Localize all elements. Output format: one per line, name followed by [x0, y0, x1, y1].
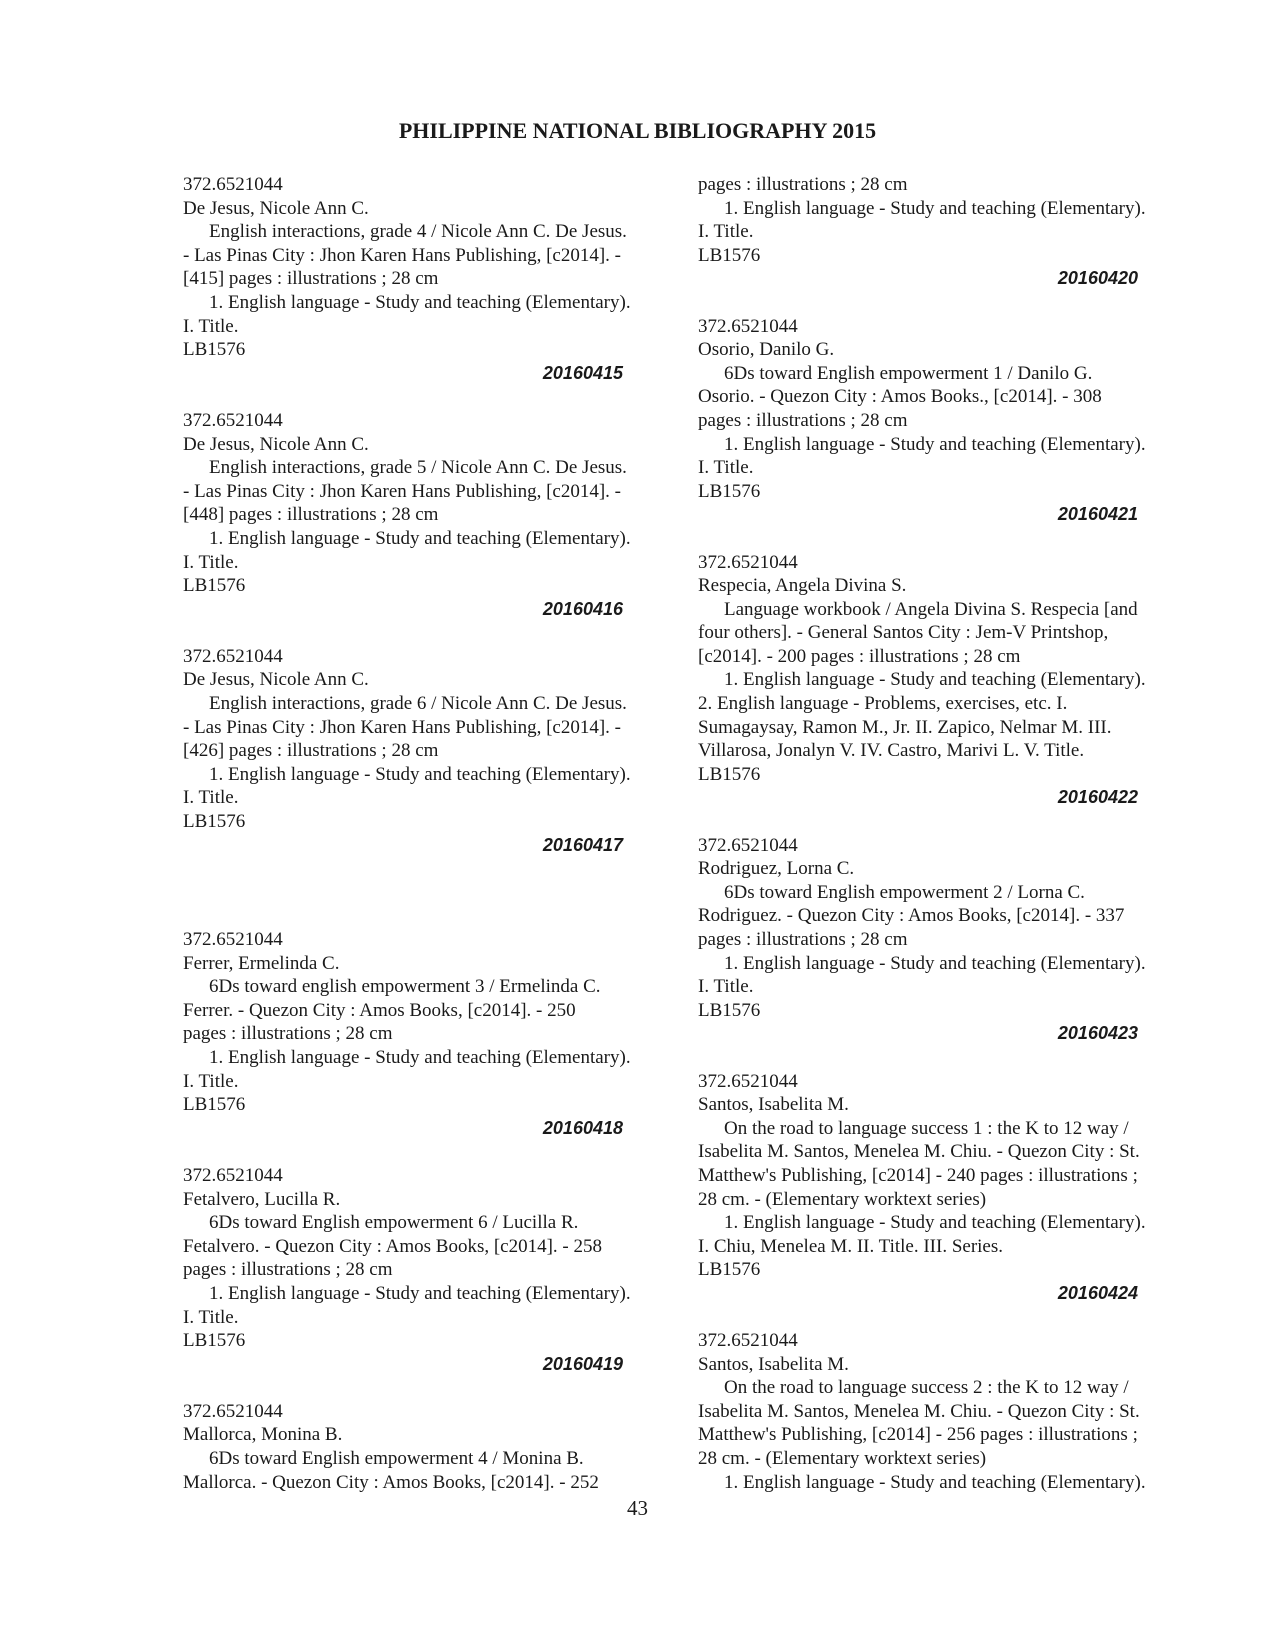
- description-line: 6Ds toward English empowerment 2 / Lorna C.: [724, 881, 1085, 903]
- author: Respecia, Angela Divina S.: [698, 575, 907, 597]
- author: Osorio, Danilo G.: [698, 339, 835, 361]
- lc-number: LB1576: [183, 811, 246, 833]
- accession-number: 20160423: [1057, 1023, 1138, 1044]
- description-line: 6Ds toward English empowerment 1 / Danilo G.: [724, 362, 1093, 384]
- bibliographic-entry: [183, 928, 653, 1140]
- description-line: pages : illustrations ; 28 cm: [183, 1259, 393, 1281]
- description-line: 6Ds toward English empowerment 6 / Lucilla R.: [209, 1212, 579, 1234]
- accession-number: 20160421: [1057, 504, 1138, 525]
- lc-number: LB1576: [183, 575, 246, 597]
- description-line: - Las Pinas City : Jhon Karen Hans Publishing, [c2014]. -: [183, 480, 622, 502]
- description-line: Mallorca. - Quezon City : Amos Books, [c2014]. - 252: [183, 1471, 599, 1493]
- lc-number: LB1576: [183, 1094, 246, 1116]
- description-line: 6Ds toward english empowerment 3 / Ermelinda C.: [209, 976, 601, 998]
- lc-number: LB1576: [698, 480, 761, 502]
- subject-line: I. Title.: [183, 1070, 239, 1092]
- call-number: 372.6521044: [183, 174, 283, 195]
- lc-number: LB1576: [698, 999, 761, 1021]
- subject-line: 1. English language - Study and teaching (Elementary).: [724, 952, 1146, 974]
- lc-number: LB1576: [183, 339, 246, 361]
- author: Rodriguez, Lorna C.: [698, 858, 855, 880]
- accession-number: 20160418: [542, 1117, 623, 1138]
- author: Santos, Isabelita M.: [698, 1094, 849, 1116]
- subject-line: I. Title.: [698, 457, 754, 479]
- subject-line: 1. English language - Study and teaching (Elementary).: [209, 1282, 631, 1304]
- description-line: [426] pages : illustrations ; 28 cm: [183, 740, 439, 762]
- call-number: 372.6521044: [183, 929, 283, 951]
- description-line: 6Ds toward English empowerment 4 / Monina B.: [209, 1448, 584, 1470]
- accession-number: 20160416: [542, 598, 623, 619]
- subject-line: I. Title.: [183, 787, 239, 809]
- subject-line: 1. English language - Study and teaching (Elementary).: [209, 1046, 631, 1068]
- subject-line: 1. English language - Study and teaching (Elementary).: [724, 1471, 1146, 1493]
- subject-line: 1. English language - Study and teaching (Elementary).: [209, 763, 631, 785]
- bibliographic-entry: [183, 173, 653, 385]
- description-line: Ferrer. - Quezon City : Amos Books, [c2014]. - 250: [183, 999, 576, 1021]
- page-number: 43: [627, 1496, 648, 1520]
- lc-number: LB1576: [698, 244, 761, 266]
- author: Ferrer, Ermelinda C.: [183, 952, 340, 974]
- description-line: On the road to language success 1 : the K to 12 way /: [724, 1117, 1129, 1139]
- bibliographic-entry: [698, 315, 1168, 527]
- bibliographic-entry: [183, 645, 653, 857]
- description-line: pages : illustrations ; 28 cm: [698, 174, 908, 195]
- subject-line: I. Title.: [183, 551, 239, 573]
- description-line: Isabelita M. Santos, Menelea M. Chiu. - Quezon City : St.: [698, 1141, 1140, 1163]
- lc-number: LB1576: [698, 1259, 761, 1281]
- author: De Jesus, Nicole Ann C.: [183, 669, 369, 691]
- call-number: 372.6521044: [698, 1070, 798, 1092]
- accession-number: 20160415: [542, 362, 623, 383]
- description-line: Isabelita M. Santos, Menelea M. Chiu. - Quezon City : St.: [698, 1400, 1140, 1422]
- author: Mallorca, Monina B.: [183, 1424, 343, 1446]
- description-line: Rodriguez. - Quezon City : Amos Books, [c2014]. - 337: [698, 905, 1125, 927]
- accession-number: 20160417: [542, 834, 623, 855]
- description-line: 28 cm. - (Elementary worktext series): [698, 1188, 987, 1210]
- subject-line: 1. English language - Study and teaching (Elementary).: [724, 433, 1146, 455]
- left-column: [183, 173, 653, 1494]
- lc-number: LB1576: [698, 763, 761, 785]
- description-line: Matthew's Publishing, [c2014] - 240 pages : illustrations ;: [698, 1164, 1138, 1186]
- call-number: 372.6521044: [698, 315, 798, 337]
- description-line: Osorio. - Quezon City : Amos Books., [c2014]. - 308: [698, 386, 1102, 408]
- bibliographic-entry: [183, 409, 653, 621]
- description-line: [448] pages : illustrations ; 28 cm: [183, 504, 439, 526]
- call-number: 372.6521044: [698, 551, 798, 573]
- right-column: [698, 173, 1168, 1494]
- subject-line: 1. English language - Study and teaching (Elementary).: [209, 527, 631, 549]
- bibliographic-entry: [698, 1070, 1168, 1306]
- subject-line: 1. English language - Study and teaching (Elementary).: [209, 291, 631, 313]
- subject-line: I. Title.: [698, 221, 754, 243]
- subject-line: I. Title.: [698, 976, 754, 998]
- subject-line: 2. English language - Problems, exercises, etc. I.: [698, 693, 1068, 715]
- accession-number: 20160419: [542, 1353, 623, 1374]
- description-line: - Las Pinas City : Jhon Karen Hans Publishing, [c2014]. -: [183, 716, 622, 738]
- description-line: English interactions, grade 4 / Nicole Ann C. De Jesus.: [209, 221, 627, 243]
- description-line: [415] pages : illustrations ; 28 cm: [183, 268, 439, 290]
- call-number: 372.6521044: [183, 645, 283, 667]
- accession-number: 20160420: [1057, 268, 1138, 289]
- description-line: English interactions, grade 6 / Nicole Ann C. De Jesus.: [209, 693, 627, 715]
- page-title: PHILIPPINE NATIONAL BIBLIOGRAPHY 2015: [398, 118, 877, 143]
- subject-line: I. Chiu, Menelea M. II. Title. III. Series.: [698, 1235, 1004, 1257]
- call-number: 372.6521044: [698, 1330, 798, 1352]
- author: De Jesus, Nicole Ann C.: [183, 433, 369, 455]
- author: De Jesus, Nicole Ann C.: [183, 197, 369, 219]
- bibliographic-entry: [698, 834, 1168, 1046]
- description-line: four others]. - General Santos City : Jem-V Printshop,: [698, 622, 1109, 644]
- description-line: On the road to language success 2 : the K to 12 way /: [724, 1377, 1129, 1399]
- subject-line: 1. English language - Study and teaching (Elementary).: [724, 1212, 1146, 1234]
- accession-number: 20160422: [1057, 787, 1138, 808]
- bibliographic-entry: [698, 551, 1168, 811]
- description-line: pages : illustrations ; 28 cm: [698, 929, 908, 950]
- bibliographic-entry: [183, 1164, 653, 1376]
- description-line: pages : illustrations ; 28 cm: [183, 1023, 393, 1045]
- subject-line: Villarosa, Jonalyn V. IV. Castro, Marivi L. V. Title.: [698, 740, 1085, 762]
- bibliographic-entry: [183, 1400, 653, 1494]
- call-number: 372.6521044: [183, 409, 283, 431]
- accession-number: 20160424: [1057, 1282, 1138, 1303]
- call-number: 372.6521044: [698, 834, 798, 856]
- subject-line: 1. English language - Study and teaching (Elementary).: [724, 669, 1146, 691]
- subject-line: Sumagaysay, Ramon M., Jr. II. Zapico, Nelmar M. III.: [698, 716, 1112, 738]
- bibliographic-entry-continuation: [698, 173, 1168, 291]
- bibliographic-entry: [698, 1329, 1168, 1494]
- subject-line: I. Title.: [183, 1306, 239, 1328]
- subject-line: 1. English language - Study and teaching (Elementary).: [724, 197, 1146, 219]
- author: Santos, Isabelita M.: [698, 1353, 849, 1375]
- description-line: [c2014]. - 200 pages : illustrations ; 28 cm: [698, 645, 1021, 667]
- subject-line: I. Title.: [183, 315, 239, 337]
- description-line: 28 cm. - (Elementary worktext series): [698, 1448, 987, 1470]
- description-line: Language workbook / Angela Divina S. Respecia [and: [724, 598, 1138, 620]
- description-line: - Las Pinas City : Jhon Karen Hans Publishing, [c2014]. -: [183, 244, 622, 266]
- call-number: 372.6521044: [183, 1164, 283, 1186]
- description-line: English interactions, grade 5 / Nicole Ann C. De Jesus.: [209, 457, 627, 479]
- lc-number: LB1576: [183, 1330, 246, 1352]
- description-line: Matthew's Publishing, [c2014] - 256 pages : illustrations ;: [698, 1424, 1138, 1446]
- description-line: Fetalvero. - Quezon City : Amos Books, [c2014]. - 258: [183, 1235, 603, 1257]
- call-number: 372.6521044: [183, 1400, 283, 1422]
- author: Fetalvero, Lucilla R.: [183, 1188, 341, 1210]
- description-line: pages : illustrations ; 28 cm: [698, 409, 908, 431]
